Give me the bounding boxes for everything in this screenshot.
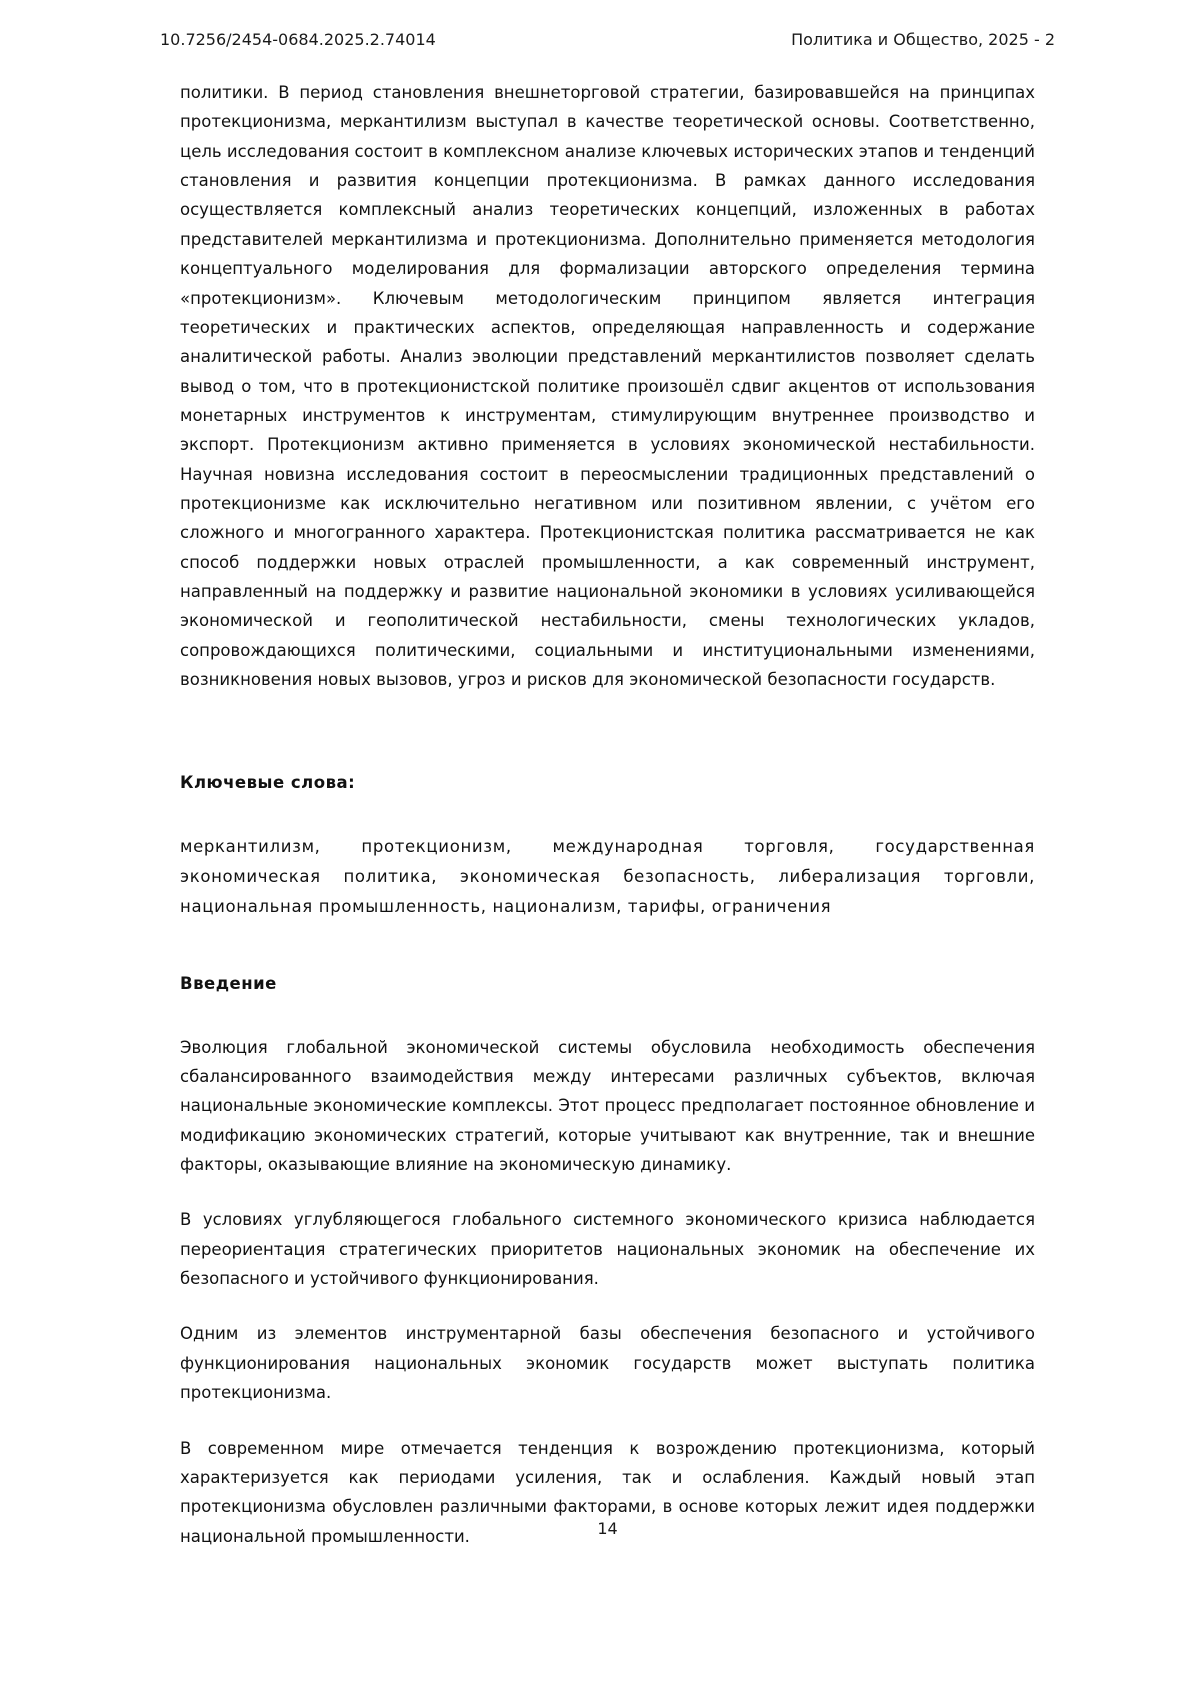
page-header (160, 30, 1055, 49)
abstract-paragraph: политики. В период становления внешнеторговой стратегии, базировавшейся на принципах протекционизма, меркантилизм выступал в качестве теоретической основы. Соответственно, цель исследования состоит в комплексном анализе ключевых исторических этапов и тенденций становления и развития концепции протекционизма. В рамках данного исследования осуществляется комплексный анализ теоретических концепций, изложенных в работах представителей меркантилизма и протекционизма. Дополнительно применяется методология концептуального моделирования для формализации авторского определения термина «протекционизм». Ключевым методологическим принципом является интеграция теоретических и практических аспектов, определяющая направленность и содержание аналитической работы. Анализ эволюции представлений меркантилистов позволяет сделать вывод о том, что в протекционистской политике произошёл сдвиг акцентов от использования монетарных инструментов к инструментам, стимулирующим внутреннее производство и экспорт. Протекционизм активно применяется в условиях экономической нестабильности. Научная новизна исследования состоит в переосмыслении традиционных представлений о протекционизме как исключительно негативном или позитивном явлении, с учётом его сложного и многогранного характера. Протекционистская политика рассматривается не как способ поддержки новых отраслей промышленности, а как современный инструмент, направленный на поддержку и развитие национальной экономики в условиях усиливающейся экономической и геополитической нестабильности, смены технологических укладов, сопровождающихся политическими, социальными и институциональными изменениями, возникновения новых вызовов, угроз и рисков для экономической безопасности государств. (180, 83, 1035, 690)
introduction-heading: Введение (180, 973, 277, 993)
keywords-text: меркантилизм, протекционизм, международная торговля, государственная экономическая политика, экономическая безопасность, либерализация торговли, национальная промышленность, национализм, тарифы, ограничения (180, 836, 1035, 916)
intro-paragraph: Одним из элементов инструментарной базы обеспечения безопасного и устойчивого функционирования национальных экономик государств может выступать политика протекционизма. (180, 1324, 1035, 1403)
introduction-section (180, 1033, 1035, 1551)
intro-paragraph: В условиях углубляющегося глобального системного экономического кризиса наблюдается переориентация стратегических приоритетов национальных экономик на обеспечение их безопасного и устойчивого функционирования. (180, 1210, 1035, 1289)
document-body (180, 78, 1035, 1577)
journal-title: Политика и Общество, 2025 - 2 (791, 30, 1055, 49)
page-footer (180, 1519, 1035, 1538)
doi-reference: 10.7256/2454-0684.2025.2.74014 (160, 30, 436, 49)
page-number: 14 (597, 1519, 618, 1538)
keywords-heading: Ключевые слова: (180, 772, 356, 792)
intro-paragraph: Эволюция глобальной экономической системы обусловила необходимость обеспечения сбалансированного взаимодействия между интересами различных субъектов, включая национальные экономические комплексы. Этот процесс предполагает постоянное обновление и модификацию экономических стратегий, которые учитывают как внутренние, так и внешние факторы, оказывающие влияние на экономическую динамику. (180, 1037, 1035, 1175)
intro-paragraph: В современном мире отмечается тенденция к возрождению протекционизма, который характеризуется как периодами усиления, так и ослабления. Каждый новый этап протекционизма обусловлен различными факторами, в основе которых лежит идея поддержки национальной промышленности. (180, 1438, 1035, 1546)
